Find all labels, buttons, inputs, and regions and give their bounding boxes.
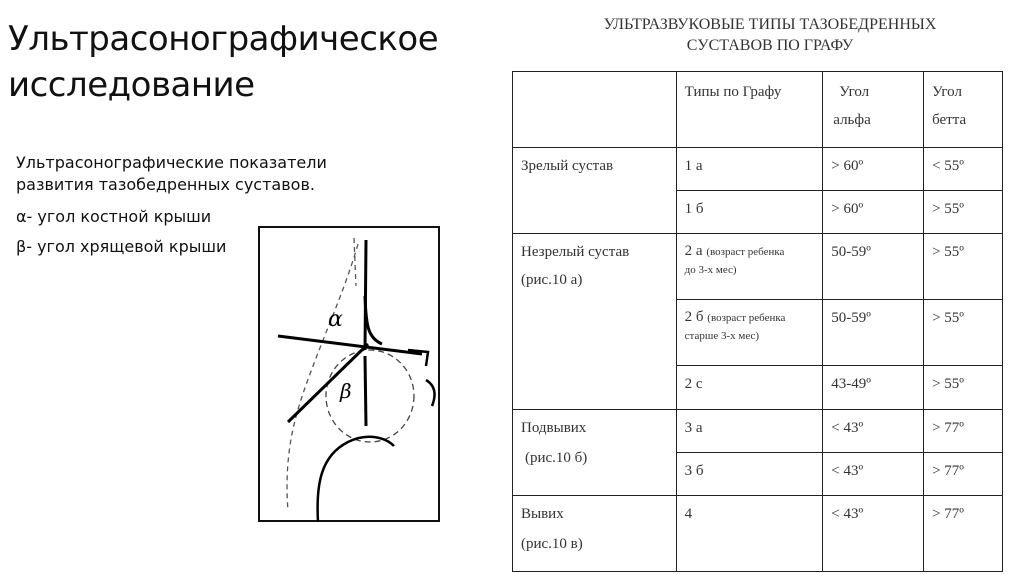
beta-cell: > 55º xyxy=(924,366,1003,410)
beta-cell: > 77º xyxy=(924,410,1003,453)
description-text: Ультрасонографические показатели развития тазобедренных суставов. xyxy=(16,153,327,194)
beta-cell: > 77º xyxy=(924,453,1003,496)
beta-cell: > 77º xyxy=(924,496,1003,572)
table-heading xyxy=(520,14,1020,56)
age-note-line2: до 3-х мес) xyxy=(684,264,737,276)
type-cell: 2 с xyxy=(676,366,823,410)
graf-types-table xyxy=(512,71,1003,572)
alpha-cell: > 60º xyxy=(823,148,924,191)
group-figure-ref: (рис.10 б) xyxy=(525,450,588,466)
beta-cell: > 55º xyxy=(924,300,1003,366)
header-beta-cell xyxy=(924,72,1003,148)
header-type-cell: Типы по Графу xyxy=(676,72,823,148)
alpha-cell: < 43º xyxy=(823,496,924,572)
group-cell xyxy=(513,410,677,496)
table-heading-line2: СУСТАВОВ ПО ГРАФУ xyxy=(686,37,854,54)
type-cell: 3 б xyxy=(676,453,823,496)
alpha-definition: α- угол костной крыши xyxy=(16,207,212,226)
hip-joint-diagram xyxy=(258,226,440,522)
header-beta-line1: Угол xyxy=(932,84,962,100)
group-figure-ref: (рис.10 в) xyxy=(521,536,583,552)
age-note-line1: (возраст ребенка xyxy=(707,312,786,324)
header-beta-line2: бетта xyxy=(932,112,967,128)
beta-cell: < 55º xyxy=(924,148,1003,191)
group-cell xyxy=(513,148,677,234)
group-label: Зрелый сустав xyxy=(521,158,614,174)
group-label: Подвывих xyxy=(521,420,587,436)
table-row xyxy=(513,234,1003,300)
age-note-line2: старше 3-х мес) xyxy=(684,330,760,342)
type-code: 2 а xyxy=(684,243,703,259)
header-alpha-line2: альфа xyxy=(833,112,871,128)
alpha-cell: 50-59º xyxy=(823,234,924,300)
alpha-cell: > 60º xyxy=(823,191,924,234)
slide-title: Ультрасонографическое исследование xyxy=(8,19,439,105)
beta-definition: β- угол хрящевой крыши xyxy=(16,237,227,256)
table-heading-line1: УЛЬТРАЗВУКОВЫЕ ТИПЫ ТАЗОБЕДРЕННЫХ xyxy=(603,16,937,33)
head-axis-line xyxy=(365,356,366,426)
group-label: Вывих xyxy=(521,506,564,522)
table-row xyxy=(513,148,1003,191)
type-cell: 4 xyxy=(676,496,823,572)
beta-cell: > 55º xyxy=(924,191,1003,234)
type-cell: 1 б xyxy=(676,191,823,234)
group-cell xyxy=(513,496,677,572)
group-cell xyxy=(513,234,677,410)
base-line xyxy=(365,240,366,350)
beta-cell: > 55º xyxy=(924,234,1003,300)
age-note-line1: (возраст ребенка xyxy=(706,246,785,258)
alpha-cell: 50-59º xyxy=(823,300,924,366)
beta-label: β xyxy=(340,379,352,403)
table-row xyxy=(513,410,1003,453)
type-cell: 3 а xyxy=(676,410,823,453)
alpha-cell: < 43º xyxy=(823,453,924,496)
type-cell: 1 а xyxy=(676,148,823,191)
alpha-cell: 43-49º xyxy=(823,366,924,410)
header-group-cell xyxy=(513,72,677,148)
alpha-label: α xyxy=(328,307,343,332)
header-alpha-cell xyxy=(823,72,924,148)
table-row xyxy=(513,496,1003,572)
group-figure-ref: (рис.10 а) xyxy=(521,272,583,288)
table-header-row xyxy=(513,72,1003,148)
type-code: 2 б xyxy=(684,309,704,325)
type-cell xyxy=(676,300,823,366)
alpha-cell: < 43º xyxy=(823,410,924,453)
group-label: Незрелый сустав xyxy=(521,244,630,260)
type-cell xyxy=(676,234,823,300)
header-alpha-line1: Угол xyxy=(839,84,870,100)
